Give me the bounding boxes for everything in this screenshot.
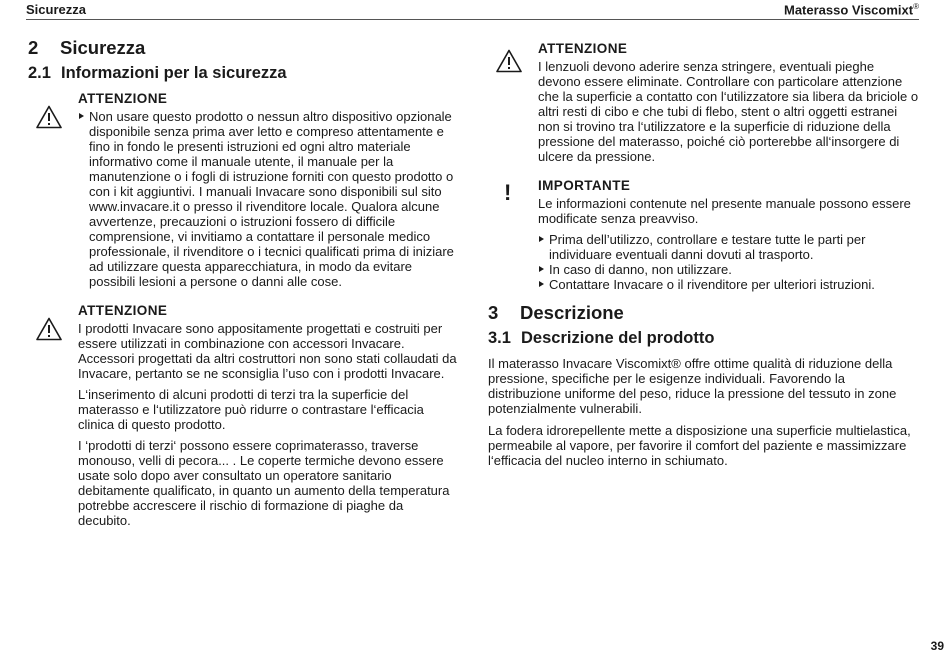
warning-note-3 [488,41,920,164]
section-heading-description [488,302,920,324]
subsection-number: 2.1 [28,64,51,82]
note-title: ATTENZIONE [78,91,168,106]
note-title: ATTENZIONE [538,41,628,56]
bullet-arrow-icon [539,236,544,242]
warning-triangle-icon [496,49,522,73]
note-title: ATTENZIONE [78,303,168,318]
right-column [488,41,920,475]
section-number: 3 [488,302,499,323]
list-item-text: Prima dell’utilizzo, controllare e testare tutte le parti per individuare eventuali danni dovuti al trasporto. [549,232,866,262]
warning-note-1 [28,91,458,289]
paragraph: Il materasso Invacare Viscomixt® offre ottime qualità di riduzione della pressione, specifiche per le esigenze individuali. Favorendo la distribuzione uniforme del peso, riduce la pressione del tessuto in zone potenzialmente vulnerabili. [488,356,897,416]
list-item [538,232,920,262]
list-item [538,277,920,292]
bullet-arrow-icon [539,266,544,272]
paragraph: I prodotti Invacare sono appositamente progettati e costruiti per essere utilizzati in combinazione con accessori Invacare. Accessori progettati da altri costruttori non sono stati collaudati da Invacare, pertanto se ne sconsiglia l’uso con i prodotti Invacare. [78,321,457,381]
list-item-text: In caso di danno, non utilizzare. [549,262,732,277]
subsection-number: 3.1 [488,329,511,347]
paragraph: La fodera idrorepellente mette a disposizione una superficie multielastica, permeabile al vapore, per favorire il comfort del paziente e massimizzare l‘efficacia del nucleo interno in schiumato. [488,423,911,468]
warning-triangle-icon [36,317,62,341]
list-item-text: Contattare Invacare o il rivenditore per ulteriori istruzioni. [549,277,875,292]
subsection-title: Informazioni per la sicurezza [61,64,287,82]
subsection-title: Descrizione del prodotto [521,329,715,347]
paragraph: I ‘prodotti di terzi‘ possono essere coprimaterasso, traverse monouso, velli di pecora... . Le coperte termiche devono essere usate solo dopo aver consultato un operatore sanitario debitamente qualificato, in quanto un aumento della temperatura potrebbe accrescere il rischio di formazione di piaghe da decubito. [78,438,450,528]
section-title: Sicurezza [60,37,146,58]
page-number: 39 [930,639,944,653]
subsection-heading-safety-info [28,64,458,83]
subsection-heading-product-description [488,329,920,348]
product-name: Materasso Viscomixt [783,2,914,18]
list-item [538,262,920,277]
bullet-arrow-icon [79,113,84,119]
running-header-right [784,2,919,17]
section-title: Descrizione [520,302,624,323]
bullet-arrow-icon [539,281,544,287]
note-title: IMPORTANTE [538,178,631,193]
paragraph: I lenzuoli devono aderire senza stringere, eventuali pieghe devono essere eliminate. Controllare con particolare attenzione che la superficie a contatto con l‘utilizzatore sia libera da briciole o altri resti di cibo e che tubi di flebo, stent o altri oggetti estranei non si trovino tra l‘utilizzatore e la superficie di riduzione della pressione del materasso, poiché ciò porterebbe all‘insorgere di ulcere da pressione. [538,59,919,164]
section-heading-safety [28,37,458,59]
header-rule [26,19,919,20]
list-item [78,109,458,289]
list-item-text: Non usare questo prodotto o nessun altro dispositivo opzionale disponibile senza prima aver letto e compreso attentamente e fino in fondo le presenti istruzioni ed ogni altro materiale informativo come il manuale utente, il manuale per la manutenzione o i fogli di istruzione forniti con questo prodotto o con i kit aggiuntivi. I manuali Invacare sono disponibili sul sito www.invacare.it o presso il rivenditore locale. Qualora alcune avvertenze, precauzioni o istruzioni fossero di difficile comprensione, vi invitiamo a contattare il personale medico professionale, il rivenditore o i tecnici qualificati prima di iniziare ad utilizzare questa apparecchiatura, in modo da evitare possibili lesioni a persone o danni alle cose. [89,109,454,289]
important-note [488,178,920,292]
paragraph: Le informazioni contenute nel presente manuale possono essere modificate senza preavviso. [538,196,911,226]
running-header-left: Sicurezza [26,2,86,17]
bullet-list [78,109,458,289]
description-section [488,302,920,468]
exclamation-icon: ! [504,180,512,205]
left-column [28,37,458,538]
bullet-list [538,232,920,292]
paragraph: L‘inserimento di alcuni prodotti di terzi tra la superficie del materasso e l‘utilizzatore può ridurre o contrastare l‘efficacia clinica di questo prodotto. [78,387,424,432]
section-number: 2 [28,37,39,58]
warning-triangle-icon [36,105,62,129]
registered-mark: ® [913,2,919,11]
warning-note-2 [28,303,458,528]
